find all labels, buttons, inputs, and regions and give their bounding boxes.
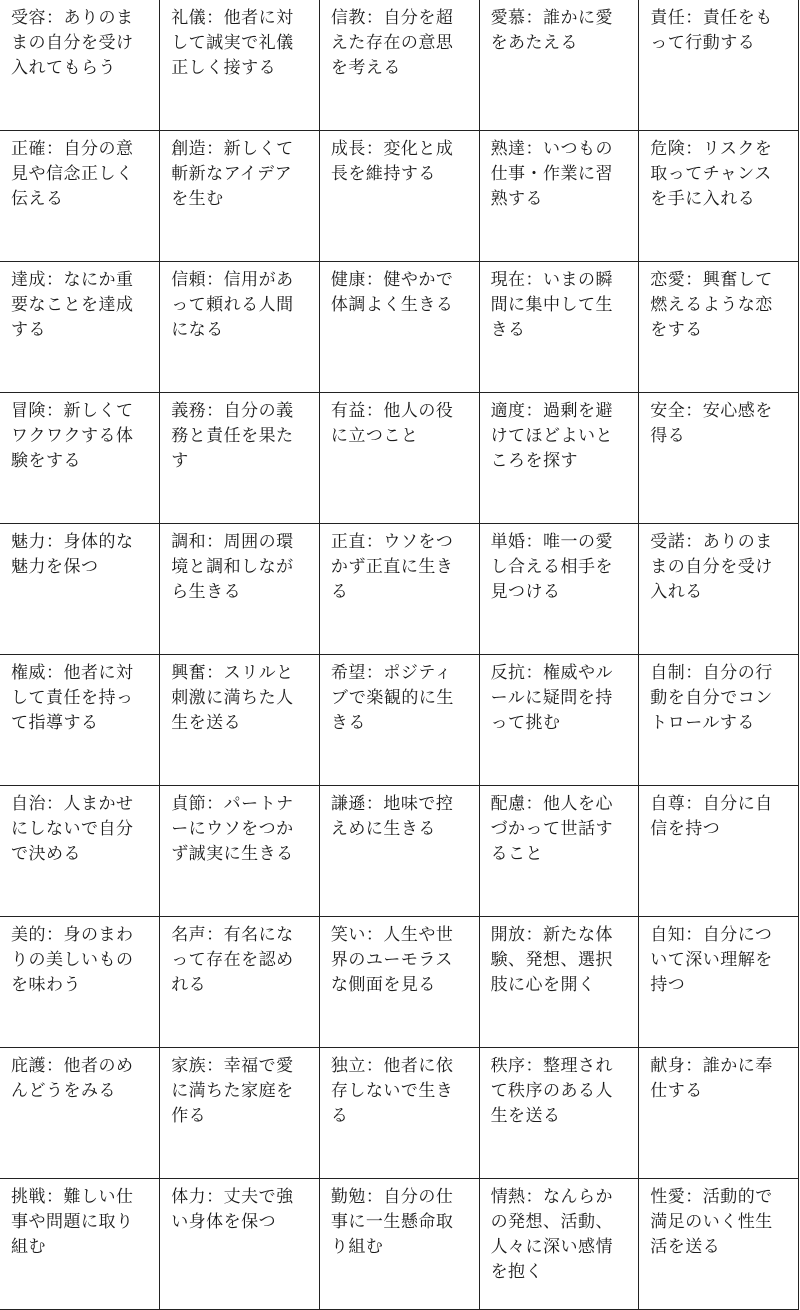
value-cell-text: 挑戦：難しい仕事や問題に取り組む: [11, 1187, 134, 1257]
value-cell: [160, 393, 320, 524]
value-cell-text: 開放：新たな体験、発想、選択肢に心を開く: [490, 925, 614, 995]
value-cell-text: 自治：人まかせにしないで自分で決める: [11, 794, 134, 864]
value-cell: [0, 655, 160, 786]
value-cell: [639, 131, 799, 262]
value-cell-text: 権威：他者に対して責任を持って指導する: [11, 663, 134, 733]
value-cell: [319, 0, 479, 131]
value-cell-text: 成長：変化と成長を維持する: [330, 139, 454, 184]
value-cell: [479, 524, 639, 655]
value-cell: [479, 786, 639, 917]
value-cell: [479, 131, 639, 262]
value-cell-text: 笑い：人生や世界のユーモラスな側面を見る: [330, 925, 454, 995]
value-cell-text: 健康：健やかで体調よく生きる: [330, 270, 454, 315]
value-cell: [639, 1179, 799, 1310]
value-cell: [479, 0, 639, 131]
value-cell: [0, 0, 160, 131]
value-cell: [0, 393, 160, 524]
value-cell-text: 適度：過剰を避けてほどよいところを探す: [490, 401, 614, 471]
value-cell-text: 魅力：身体的な魅力を保つ: [11, 532, 134, 577]
value-cell: [0, 524, 160, 655]
value-cell-text: 単婚：唯一の愛し合える相手を見つける: [490, 532, 614, 602]
value-cell-text: 自尊：自分に自信を持つ: [650, 794, 773, 839]
value-cell: [639, 0, 799, 131]
value-cell: [479, 917, 639, 1048]
value-cell: [479, 1179, 639, 1310]
value-cell-text: 義務：自分の義務と責任を果たす: [171, 401, 294, 471]
value-cell-text: 庇護：他者のめんどうをみる: [11, 1056, 134, 1101]
value-cell: [160, 1179, 320, 1310]
value-cell-text: 体力：丈夫で強い身体を保つ: [171, 1187, 294, 1232]
value-cell: [0, 1179, 160, 1310]
value-cell-text: 希望：ポジティブで楽観的に生きる: [330, 663, 454, 733]
value-cell-text: 謙遜：地味で控えめに生きる: [330, 794, 454, 839]
value-cell-text: 有益：他人の役に立つこと: [330, 401, 454, 446]
value-cell: [639, 524, 799, 655]
value-cell: [0, 1048, 160, 1179]
value-cell-text: 信頼：信用があって頼れる人間になる: [171, 270, 294, 340]
value-cell: [639, 786, 799, 917]
value-cell: [160, 1048, 320, 1179]
value-cell-text: 美的：身のまわりの美しいものを味わう: [11, 925, 134, 995]
value-cell: [160, 786, 320, 917]
value-cell-text: 正直：ウソをつかず正直に生きる: [330, 532, 454, 602]
value-cell: [639, 1048, 799, 1179]
value-cell-text: 秩序：整理されて秩序のある人生を送る: [490, 1056, 614, 1126]
value-cell-text: 家族：幸福で愛に満ちた家庭を作る: [171, 1056, 294, 1126]
value-cell: [319, 655, 479, 786]
value-cell: [0, 917, 160, 1048]
table-row: [0, 262, 799, 393]
value-cell-text: 配慮：他人を心づかって世話すること: [490, 794, 614, 864]
value-cell-text: 受諾：ありのままの自分を受け入れる: [650, 532, 773, 602]
value-cell: [319, 393, 479, 524]
table-row: [0, 524, 799, 655]
value-cell-text: 性愛：活動的で満足のいく性生活を送る: [650, 1187, 773, 1257]
table-row: [0, 917, 799, 1048]
value-cell-text: 調和：周囲の環境と調和しながら生きる: [171, 532, 294, 602]
table-row: [0, 655, 799, 786]
value-cell: [639, 655, 799, 786]
value-cell: [479, 393, 639, 524]
value-cell: [479, 1048, 639, 1179]
value-cell-text: 受容：ありのままの自分を受け入れてもらう: [11, 8, 134, 78]
value-cell-text: 興奮：スリルと刺激に満ちた人生を送る: [171, 663, 294, 733]
value-cell: [160, 524, 320, 655]
table-row: [0, 1179, 799, 1310]
value-cell-text: 情熱：なんらかの発想、活動、人々に深い感情を抱く: [490, 1187, 614, 1282]
value-cell-text: 達成：なにか重要なことを達成する: [11, 270, 134, 340]
value-cell-text: 信教：自分を超えた存在の意思を考える: [330, 8, 454, 78]
table-row: [0, 786, 799, 917]
value-cell: [319, 786, 479, 917]
value-cell-text: 創造：新しくて斬新なアイデアを生む: [171, 139, 294, 209]
value-cell: [479, 655, 639, 786]
value-cell-text: 独立：他者に依存しないで生きる: [330, 1056, 454, 1126]
value-cell-text: 名声：有名になって存在を認めれる: [171, 925, 294, 995]
value-cell-text: 献身：誰かに奉仕する: [650, 1056, 773, 1101]
value-cell-text: 恋愛：興奮して燃えるような恋をする: [650, 270, 773, 340]
value-cell: [319, 1179, 479, 1310]
value-cell-text: 危険：リスクを取ってチャンスを手に入れる: [650, 139, 773, 209]
table-row: [0, 131, 799, 262]
value-cell: [479, 262, 639, 393]
value-cell: [160, 131, 320, 262]
value-cell: [160, 917, 320, 1048]
value-cell-text: 貞節：パートナーにウソをつかず誠実に生きる: [171, 794, 294, 864]
value-cell: [160, 0, 320, 131]
value-cell: [0, 786, 160, 917]
value-cell: [319, 262, 479, 393]
value-cell: [160, 655, 320, 786]
value-cell-text: 現在：いまの瞬間に集中して生きる: [490, 270, 614, 340]
value-cell: [319, 131, 479, 262]
value-cell-text: 反抗：権威やルールに疑問を持って挑む: [490, 663, 614, 733]
table-row: [0, 0, 799, 131]
table-row: [0, 393, 799, 524]
value-cell: [0, 262, 160, 393]
value-cell: [639, 393, 799, 524]
value-cell-text: 自制：自分の行動を自分でコントロールする: [650, 663, 773, 733]
value-cell-text: 礼儀：他者に対して誠実で礼儀正しく接する: [171, 8, 294, 78]
value-cell: [0, 131, 160, 262]
table-row: [0, 1048, 799, 1179]
value-cell-text: 安全：安心感を得る: [650, 401, 773, 446]
value-cell-text: 責任：責任をもって行動する: [650, 8, 773, 53]
value-cell-text: 愛慕：誰かに愛をあたえる: [490, 8, 614, 53]
value-cell-text: 正確：自分の意見や信念正しく伝える: [11, 139, 134, 209]
value-cell-text: 勤勉：自分の仕事に一生懸命取り組む: [330, 1187, 454, 1257]
value-cell: [319, 1048, 479, 1179]
value-cell-text: 自知：自分について深い理解を持つ: [650, 925, 773, 995]
value-cell-text: 冒険：新しくてワクワクする体験をする: [11, 401, 134, 471]
value-cell: [319, 917, 479, 1048]
value-cell: [639, 917, 799, 1048]
value-cell: [160, 262, 320, 393]
value-cell: [639, 262, 799, 393]
value-cell-text: 熟達：いつもの仕事・作業に習熟する: [490, 139, 614, 209]
value-cell: [319, 524, 479, 655]
